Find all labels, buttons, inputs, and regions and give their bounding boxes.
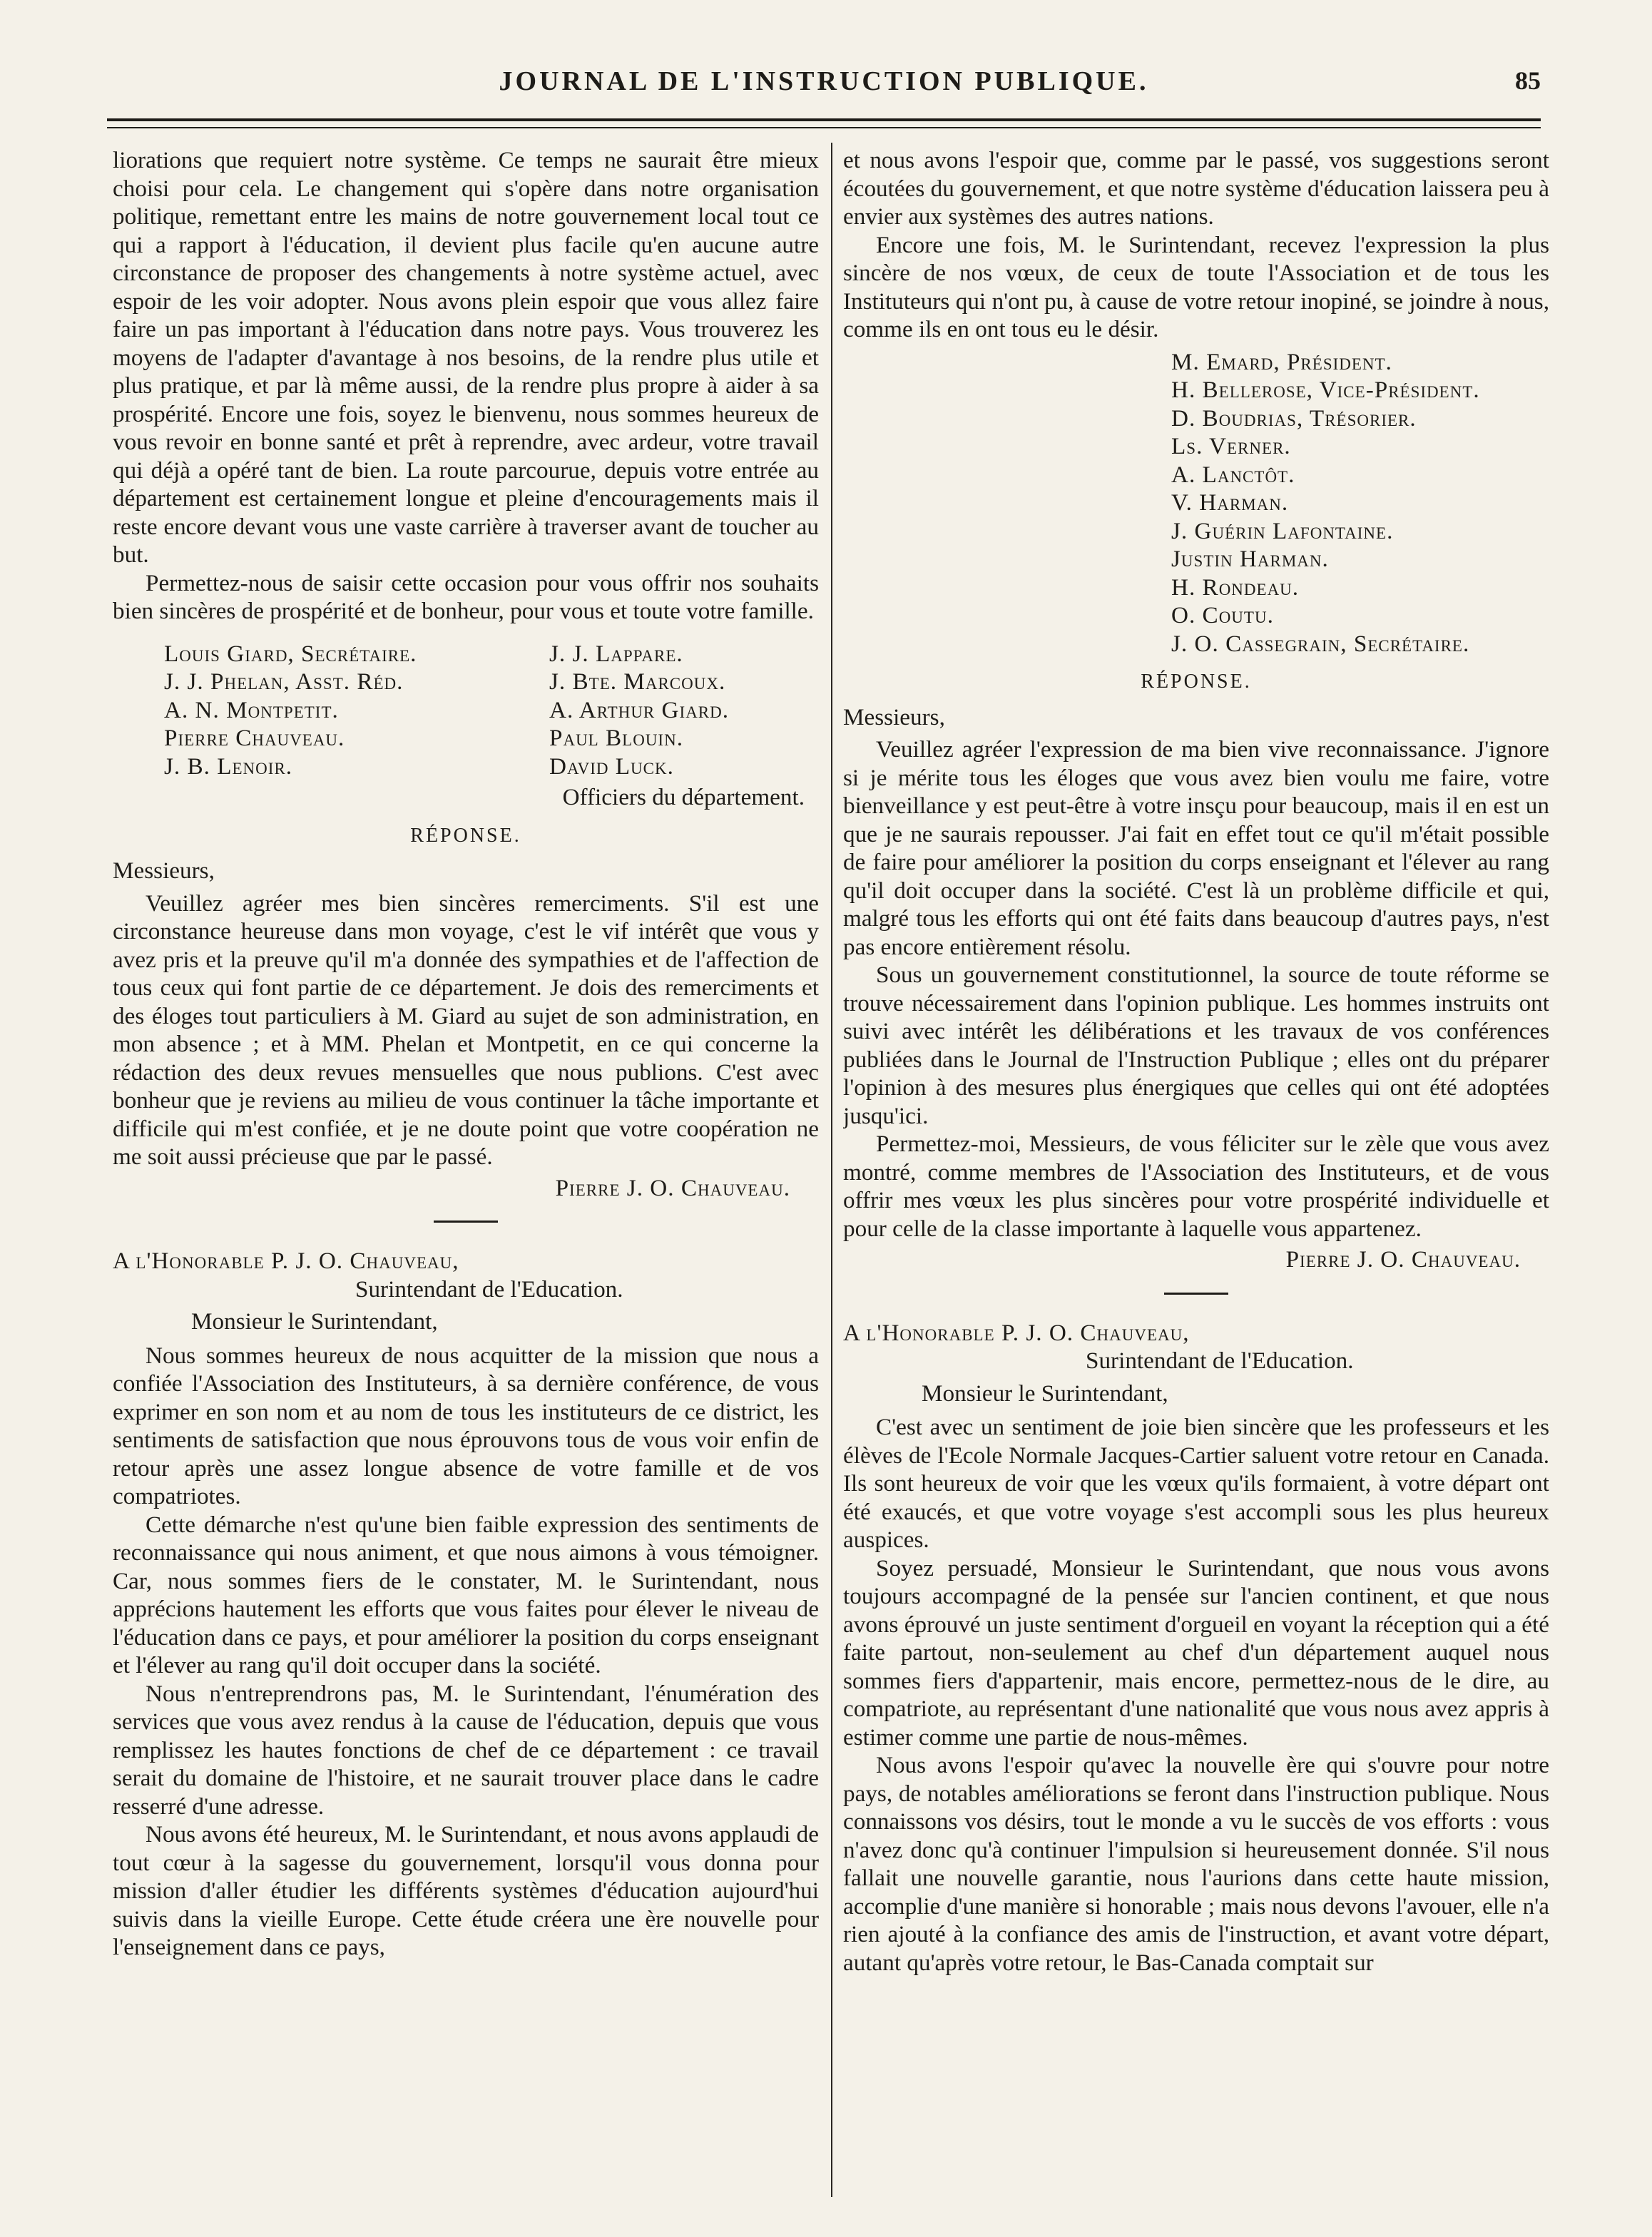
member: Ls. Verner. <box>1171 433 1291 459</box>
paragraph: Nous avons été heureux, M. le Surintendant, et nous avons applaudi de tout cœur à la sagesse du gouvernement, lorsqu'il vous donna pour mission d'aller étudier les différents systèmes d'éducation aujourd'hui suivis dans la vieille Europe. Cette étude créera une ère nouvelle pour l'enseignement dans ce pays, <box>113 1821 819 1960</box>
section-heading: RÉPONSE. <box>1141 671 1252 693</box>
paragraph: Encore une fois, M. le Surintendant, recevez l'expression la plus sincère de nos vœux, de ceux de toute l'Association et de tous les Instituteurs qui n'ont pu, à cause de votre retour inopiné, se joindre à nous, comme ils en ont tous eu le désir. <box>843 231 1549 342</box>
column-divider <box>831 143 832 2197</box>
member: J. O. Cassegrain, Secrétaire. <box>1171 630 1470 657</box>
member: H. Bellerose, Vice-Président. <box>1171 377 1480 403</box>
signatories-table <box>164 640 819 781</box>
paragraph: Nous sommes heureux de nous acquitter de la mission que nous a confiée l'Association des Instituteurs, à sa dernière conférence, de vous exprimer en son nom et au nom de tous les instituteurs de ce district, les sentiments de satisfaction que nous éprouvons tous de vous voir enfin de retour après une assez longue absence de votre famille et de vos compatriotes. <box>113 1342 819 1509</box>
member: J. Guérin Lafontaine. <box>1171 517 1394 544</box>
paragraph: Cette démarche n'est qu'une bien faible expression des sentiments de reconnaissance qui nous animent, et que nous aimons à vous témoigner. Car, nous sommes fiers de le constater, M. le Surintendant, nous apprécions hautement les efforts que vous faites pour élever le niveau de l'éducation dans ce pays, et pour améliorer la position du corps enseignant et l'élever au rang qu'il doit occuper dans la société. <box>113 1511 819 1678</box>
header-rule-thin <box>107 127 1541 128</box>
paragraph: Nous n'entreprendrons pas, M. le Surintendant, l'énumération des services que vous avez rendus à la cause de l'éducation, depuis que vous remplissez les hautes fonctions de chef de ce département : ce travail serait du domaine de l'histoire, et ne saurait trouver place dans le cadre resserré d'une adresse. <box>113 1680 819 1820</box>
paragraph: Sous un gouvernement constitutionnel, la source de toute réforme se trouve nécessairement dans l'opinion publique. Les hommes instruits ont suivi avec intérêt les délibérations et les travaux de vos conférences publiées dans le Journal de l'Instruction Publique ; elles ont du préparer l'opinion à des mesures plus énergiques que celles qui ont été adoptées jusqu'ici. <box>843 962 1549 1129</box>
page-header <box>107 66 1541 108</box>
address-salutation: Monsieur le Surintendant, <box>922 1380 1168 1407</box>
signature: Pierre J. O. Chauveau. <box>1285 1246 1521 1273</box>
salutation: Messieurs, <box>843 703 945 730</box>
signatory: A. Arthur Giard. <box>549 696 730 723</box>
left-column <box>113 146 819 2208</box>
signatory: Pierre Chauveau. <box>164 725 345 751</box>
paragraph: et nous avons l'espoir que, comme par le passé, vos suggestions seront écoutées du gouvernement, et que notre système d'éducation laissera peu à envier aux systèmes des autres nations. <box>843 147 1549 230</box>
member: H. Rondeau. <box>1171 574 1300 601</box>
section-rule <box>434 1221 498 1223</box>
member: D. Boudrias, Trésorier. <box>1171 404 1417 432</box>
salutation: Messieurs, <box>113 857 215 884</box>
page-number: 85 <box>1515 66 1541 95</box>
member: Justin Harman. <box>1171 546 1329 572</box>
paragraph: Soyez persuadé, Monsieur le Surintendant, que nous vous avons toujours accompagné de la pensée sur l'ancien continent, et que nous avons éprouvé un juste sentiment d'orgueil en voyant la réception qui a été faite partout, non-seulement au chef d'un département auquel nous sommes fiers d'appartenir, mais encore, permettez-nous de le dire, au compatriote, au représentant d'une nationalité que vous nous avez appris à estimer comme une partie de nous-mêmes. <box>843 1554 1549 1751</box>
signatory: Louis Giard, Secrétaire. <box>164 640 417 667</box>
paragraph: liorations que requiert notre système. Ce temps ne saurait être mieux choisi pour cela. Le changement qui s'opère dans notre organisation politique, remettant entre les mains de notre gouvernement local tout ce qui a rapport à l'éducation, il devient plus facile qu'en aucune autre circonstance de proposer des changements à notre système actuel, avec espoir de les voir adopter. Nous avons plein espoir que vous allez faire faire un pas important à l'éducation dans notre pays. Vous trouverez les moyens de l'adapter d'avantage à nos besoins, de la rendre plus utile et plus pratique, et par là même aussi, de la rendre plus propre à aider à sa prospérité. Encore une fois, soyez le bienvenu, nous sommes heureux de vous revoir en bonne santé et prêt à reprendre, avec ardeur, votre travail qui déjà a opéré tant de bien. La route parcourue, depuis votre entrée au département est certainement longue et pleine d'encouragements mais il reste encore devant vous une vaste carrière à traverser avant de toucher au but. <box>113 147 819 568</box>
right-column <box>843 146 1549 2208</box>
header-rule <box>107 118 1541 121</box>
address-title: Surintendant de l'Education. <box>1086 1347 1354 1374</box>
paragraph: Veuillez agréer l'expression de ma bien vive reconnaissance. J'ignore si je mérite tous les éloges que vous avez bien voulu me faire, votre bienveillance y est peut-être à votre insçu pour beaucoup, mais il en est un que je ne saurais repousser. J'ai fait en effet tout ce qu'il m'était possible de faire pour améliorer la position du corps enseignant et l'élever au rang qu'il doit occuper dans la société. C'est là un problème difficile et qui, malgré tous les efforts qui ont été faits dans beaucoup d'autres pays, n'est pas encore entièrement résolu. <box>843 736 1549 960</box>
officers-caption: Officiers du département. <box>562 784 805 810</box>
signatory: David Luck. <box>549 753 674 780</box>
member: O. Coutu. <box>1171 602 1274 628</box>
journal-title: JOURNAL DE L'INSTRUCTION PUBLIQUE. <box>499 66 1149 96</box>
member: M. Emard, Président. <box>1171 348 1392 375</box>
paragraph: Permettez-moi, Messieurs, de vous féliciter sur le zèle que vous avez montré, comme membres de l'Association des Instituteurs, et de vous offrir mes vœux les plus sincères pour votre prospérité individuelle et pour celle de la classe importante à laquelle vous appartenez. <box>843 1131 1549 1242</box>
signatory: J. J. Phelan, Asst. Réd. <box>164 668 404 695</box>
member: V. Harman. <box>1171 489 1289 516</box>
section-heading: RÉPONSE. <box>410 824 521 847</box>
section-rule <box>1164 1293 1228 1295</box>
paragraph: C'est avec un sentiment de joie bien sincère que les professeurs et les élèves de l'Ecole Normale Jacques-Cartier saluent votre retour en Canada. Ils sont heureux de voir que les vœux qu'ils formaient, à votre départ ont été exaucés, et que votre voyage s'est accompli sous les plus heureux auspices. <box>843 1414 1549 1553</box>
signatory: J. B. Lenoir. <box>164 753 293 780</box>
paragraph: Nous avons l'espoir qu'avec la nouvelle ère qui s'ouvre pour notre pays, de notables améliorations se feront dans l'instruction publique. Nous connaissons vos désirs, tout le monde a vu le succès de vos efforts : vous n'avez donc qu'à continuer l'impulsion si heureusement donnée. S'il nous fallait une nouvelle garantie, nous l'aurions dans cette haute mission, accomplie d'une manière si honorable ; mais nous devons l'avouer, elle n'a rien ajouté à la confiance des amis de l'instruction, et avant votre départ, autant qu'après votre retour, le Bas-Canada comptait sur <box>843 1752 1549 1976</box>
address-recipient: A l'Honorable P. J. O. Chauveau, <box>843 1319 1190 1346</box>
signatory: A. N. Montpetit. <box>164 696 339 723</box>
paragraph: Permettez-nous de saisir cette occasion pour vous offrir nos souhaits bien sincères de prospérité et de bonheur, pour vous et toute votre famille. <box>113 569 819 624</box>
signatory: J. J. Lappare. <box>549 640 683 667</box>
signatory: J. Bte. Marcoux. <box>549 668 726 695</box>
paragraph: Veuillez agréer mes bien sincères remerciments. S'il est une circonstance heureuse dans mon voyage, c'est le vif intérêt que vous y avez pris et la preuve qu'il m'a donnée des sympathies et de l'affection de tous ceux qui font partie de ce département. Je dois des remerciments et des éloges tout particuliers à M. Giard au sujet de son administration, en mon absence ; et à MM. Phelan et Montpetit, en ce qui concerne la rédaction des deux revues mensuelles que nous publions. C'est avec bonheur que je reviens au milieu de vous continuer la tâche importante et difficile qui m'est confiée, et je ne doute point que votre coopération ne me soit aussi précieuse que par le passé. <box>113 890 819 1170</box>
member: A. Lanctôt. <box>1171 461 1295 488</box>
address-title: Surintendant de l'Education. <box>355 1275 623 1303</box>
signature: Pierre J. O. Chauveau. <box>555 1174 790 1201</box>
members-list <box>843 348 1549 658</box>
address-recipient: A l'Honorable P. J. O. Chauveau, <box>113 1248 459 1274</box>
signatory: Paul Blouin. <box>549 725 683 751</box>
address-salutation: Monsieur le Surintendant, <box>191 1308 438 1335</box>
